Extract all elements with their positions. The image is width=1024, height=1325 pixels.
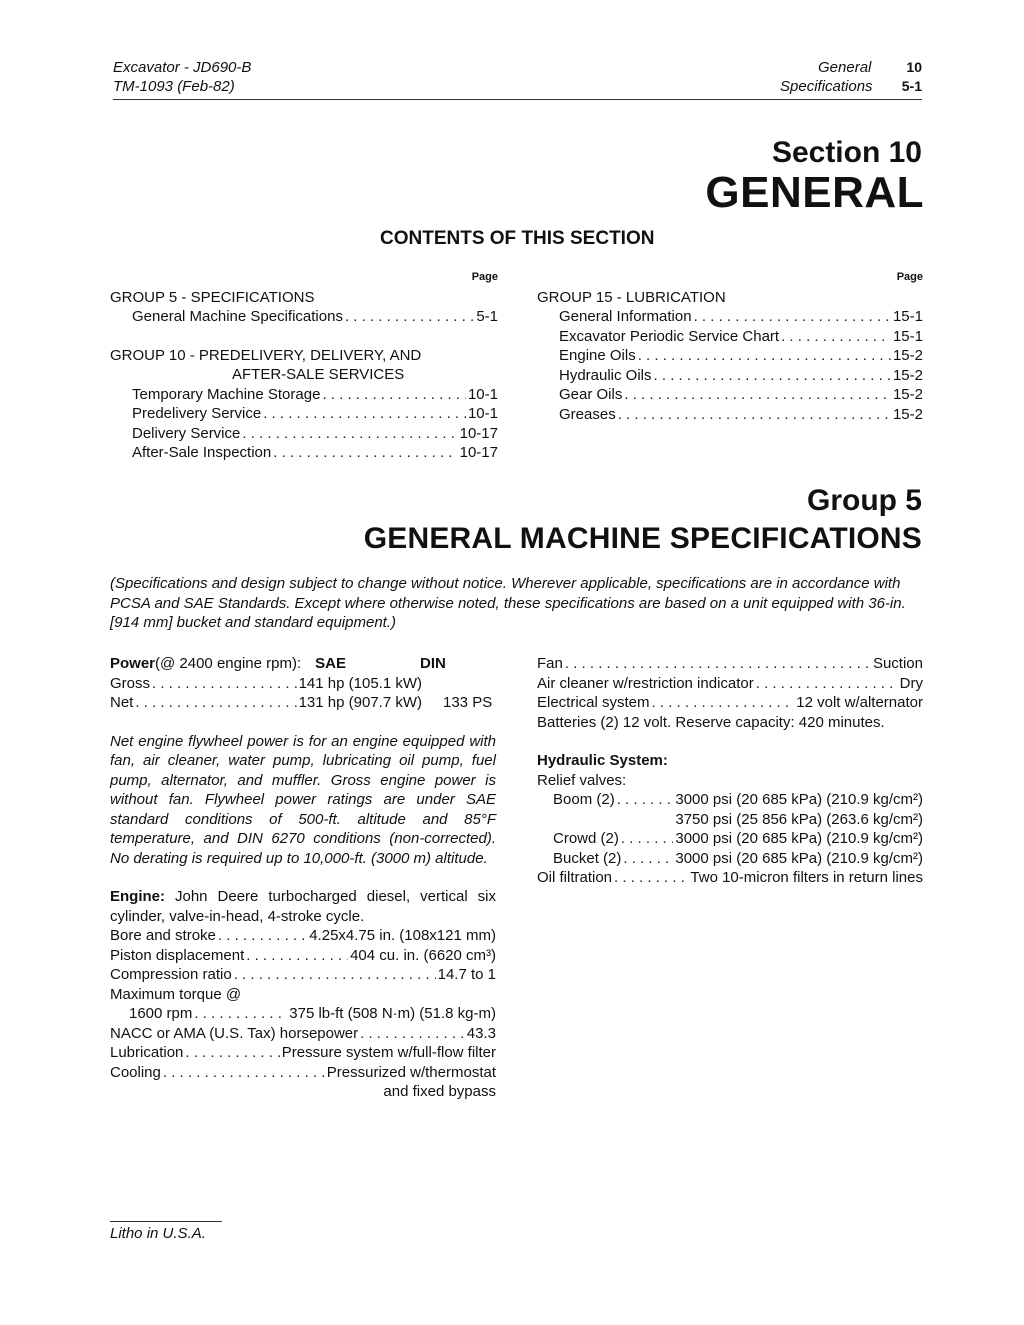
spec-label: Bore and stroke [110,927,216,944]
spec-label: NACC or AMA (U.S. Tax) horsepower [110,1024,359,1042]
toc-entry[interactable] [110,385,498,405]
toc-entry-page: 15-1 [892,327,923,345]
spec-label: Compression ratio [110,966,232,983]
section-number-label: Section 10 [771,136,922,169]
power-heading-rpm: (@ 2400 engine rpm): [155,655,302,672]
header-group-name: Specifications [780,78,873,95]
spec-value: Two 10-micron filters in return lines [690,869,923,886]
spec-row [537,790,923,810]
leader-dots [218,926,307,946]
leader-dots [163,1063,325,1083]
spec-row [537,829,923,849]
leader-dots [756,674,898,694]
leader-dots [273,443,457,463]
spec-label: Oil filtration [537,869,613,886]
spec-label: Air cleaner w/restriction indicator [537,674,754,692]
toc-entry-page: 15-1 [892,308,923,325]
group10-heading: GROUP 10 - PREDELIVERY, DELIVERY, AND [110,346,422,364]
toc-entry-label: General Information [559,308,692,325]
spec-row [110,926,496,946]
toc-entry-label: Temporary Machine Storage [132,385,321,403]
spec-row [537,654,923,674]
leader-dots [185,1043,279,1063]
power-net-din: 133 PS [443,694,493,711]
group5-label: Group 5 [806,484,922,517]
spec-value: Pressure system w/full-flow filter [281,1044,496,1061]
leader-dots [360,1024,465,1044]
group5-title: GENERAL MACHINE SPECIFICATIONS [363,522,922,555]
spec-value: 375 lb-ft (508 N·m) (51.8 kg-m) [289,1005,496,1022]
power-gross-label: Gross [110,674,151,692]
power-col-din: DIN [420,655,446,672]
leader-dots [246,946,348,966]
spec-value: 404 cu. in. (6620 cm³) [350,946,496,964]
leader-dots [152,674,297,694]
group10-heading-line2: AFTER-SALE SERVICES [232,366,405,383]
toc-entry-page: 10-17 [459,444,498,461]
relief-valves-label: Relief valves: [537,771,627,789]
spec-value: Pressurized w/thermostat [326,1063,496,1081]
toc-entry-label: Engine Oils [559,347,636,364]
power-gross-sae: 141 hp (105.1 kW) [298,674,422,692]
footer-rule [110,1221,222,1222]
toc-entry-page: 15-2 [892,405,923,423]
torque-label: Maximum torque @ [110,985,242,1003]
leader-dots [621,829,674,849]
spec-value: 3000 psi (20 685 kPa) (210.9 kg/cm²) [675,830,923,847]
group5-heading: GROUP 5 - SPECIFICATIONS [110,288,315,306]
header-manual-id: TM-1093 (Feb-82) [113,78,235,95]
leader-dots [345,307,474,327]
header-section-name: General [818,59,872,76]
spec-label: Cooling [110,1063,161,1081]
spec-value: Suction [872,655,923,672]
leader-dots [135,693,296,713]
spec-value-continued: 3750 psi (25 856 kPa) (263.6 kg/cm²) [675,810,923,828]
toc-entry-page: 15-2 [892,386,923,403]
toc-entry[interactable] [537,307,923,327]
spec-value: 14.7 to 1 [437,966,496,983]
toc-entry-label: General Machine Specifications [132,308,343,325]
leader-dots [652,693,795,713]
header-model: Excavator - JD690-B [113,59,252,76]
power-note: Net engine flywheel power is for an engine equipped with fan, air cleaner, water pump, lubricating oil pump, fuel pump, alternator, and muffler. Gross engine power is without fan. Flywheel power ratings are under SAE standard conditions of 500-ft. altitude and 85°F temperature, and DIN 6270 conditions (non-corrected). No derating is required up to 10,000-ft. (3000 m) altitude. [110,732,496,867]
contents-left-column [110,268,498,463]
toc-entry-label: Hydraulic Oils [559,366,652,384]
leader-dots [322,385,466,405]
engine-heading-text: John Deere turbocharged diesel, vertical six cylinder, valve-in-head, 4-stroke cycle. [110,888,496,925]
power-net-label: Net [110,694,134,711]
header-right [780,58,922,96]
hydraulic-heading: Hydraulic System: [537,752,668,769]
engine-heading: Engine: [110,888,165,905]
leader-dots [242,424,457,444]
spec-row [110,965,496,985]
specs-right-column [537,654,923,888]
engine-description [110,887,496,926]
toc-entry[interactable] [537,405,923,425]
contents-right-column [537,268,923,424]
toc-entry-page: 15-2 [892,366,923,384]
toc-entry-label: After-Sale Inspection [132,444,272,461]
toc-entry[interactable] [537,327,923,347]
specs-left-column [110,654,496,1102]
power-heading-row [110,654,496,674]
header-section-number: 10 [906,59,922,75]
power-net-sae: 131 hp (907.7 kW) [298,694,422,711]
toc-entry-page: 10-1 [467,405,498,422]
toc-entry[interactable] [537,385,923,405]
toc-entry-page: 5-1 [476,308,498,325]
footer-litho: Litho in U.S.A. [110,1225,206,1242]
batteries-spec: Batteries (2) 12 volt. Reserve capacity: 420 minutes. [537,713,885,731]
spec-value: 3000 psi (20 685 kPa) (210.9 kg/cm²) [675,849,923,867]
spec-row [110,1043,496,1063]
power-net-row [110,693,496,713]
leader-dots [614,868,688,888]
toc-entry-label: Predelivery Service [132,405,262,422]
spec-label: Boom (2) [553,791,615,808]
spec-label: Electrical system [537,694,650,711]
header-page-number: 5-1 [901,78,922,94]
spec-row [110,1063,496,1083]
spec-value: 12 volt w/alternator [796,694,923,711]
spec-label: Fan [537,655,563,672]
page-column-heading: Page [471,271,498,283]
group15-heading: GROUP 15 - LUBRICATION [537,288,726,306]
spec-row [537,693,923,713]
toc-entry-page: 10-1 [467,385,498,403]
leader-dots [638,346,891,366]
leader-dots [654,366,891,386]
leader-dots [565,654,871,674]
leader-dots [617,790,674,810]
toc-entry-page: 10-17 [459,424,498,442]
spec-label: Bucket (2) [553,849,622,867]
spec-value: 43.3 [466,1024,496,1042]
leader-dots [781,327,891,347]
header-rule [113,99,922,100]
spec-row [537,868,923,888]
spec-value-continued: and fixed bypass [383,1083,496,1100]
toc-entry[interactable] [110,404,498,424]
toc-entry[interactable] [110,424,498,444]
leader-dots [234,965,436,985]
toc-entry-label: Gear Oils [559,386,623,403]
leader-dots [694,307,891,327]
spec-value: 4.25x4.75 in. (108x121 mm) [309,927,496,944]
spec-label: Lubrication [110,1044,184,1061]
toc-entry[interactable] [537,366,923,386]
spec-row [110,1024,496,1044]
spec-row [537,849,923,869]
toc-entry[interactable] [110,307,498,327]
contents-title: CONTENTS OF THIS SECTION [380,228,655,249]
leader-dots [618,405,891,425]
spec-label: 1600 rpm [129,1005,193,1022]
power-gross-row [110,674,422,694]
spec-label: Crowd (2) [553,830,619,847]
header-left [113,58,251,96]
spec-value: 3000 psi (20 685 kPa) (210.9 kg/cm²) [675,791,923,808]
group5-intro: (Specifications and design subject to change without notice. Wherever applicable, specifications are in accordance with PCSA and SAE Standards. Except where otherwise noted, these specifications are based on a unit equipped with 36-in. [914 mm] bucket and standard equipment.) [110,575,906,631]
spec-value: Dry [899,674,923,692]
section-title: GENERAL [705,168,924,217]
spec-row [537,674,923,694]
leader-dots [263,404,466,424]
toc-entry-label: Excavator Periodic Service Chart [559,327,780,345]
toc-entry-label: Delivery Service [132,424,241,442]
toc-entry[interactable] [537,346,923,366]
power-col-sae: SAE [315,655,346,672]
page-column-heading: Page [896,271,923,283]
spec-label: Piston displacement [110,946,245,964]
toc-entry[interactable] [110,443,498,463]
spec-row [110,946,496,966]
power-heading: Power [110,655,156,672]
toc-entry-page: 15-2 [892,347,923,364]
leader-dots [194,1004,287,1024]
leader-dots [624,385,891,405]
leader-dots [623,849,673,869]
spec-row [110,1004,496,1024]
toc-entry-label: Greases [559,405,616,423]
